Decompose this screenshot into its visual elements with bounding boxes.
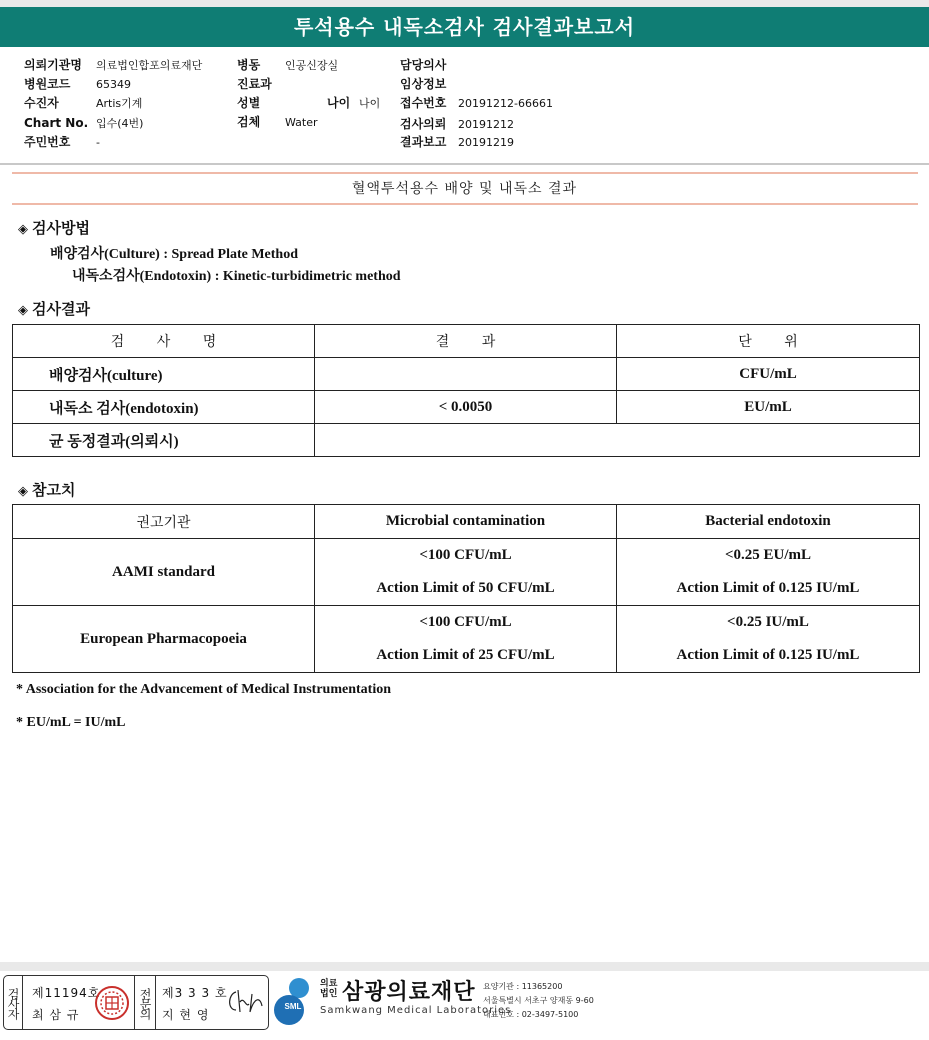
org-name-english: Samkwang Medical Laboratories: [320, 1005, 512, 1016]
methods-heading: [18, 217, 90, 238]
signature-box: [3, 975, 269, 1030]
reference-heading: [18, 479, 75, 500]
signature-icon: [224, 986, 264, 1022]
info-value: -: [96, 136, 100, 149]
age-label: 나이: [327, 96, 351, 110]
header-unit: 단 위: [617, 325, 920, 358]
institution-code: 요양기관 : 11365200: [483, 982, 563, 991]
table-row: [13, 606, 920, 673]
header-microbial: Microbial contamination: [315, 505, 617, 539]
header-test-name: 검 사 명: [13, 325, 315, 358]
results-heading: [18, 298, 90, 319]
diamond-bullet-icon: ◈: [18, 484, 28, 499]
org-name-korean: 삼광의료재단: [342, 980, 476, 1005]
info-value: 의료법인합포의료재단: [96, 59, 203, 72]
result-cell: [315, 358, 617, 391]
test-name-cell: 내독소 검사(endotoxin): [13, 391, 315, 424]
header-endotoxin: Bacterial endotoxin: [617, 505, 920, 539]
seal-stamp-icon: [94, 985, 130, 1025]
divider: [12, 172, 918, 174]
divider: [22, 976, 23, 1029]
info-value: 인공신장실: [285, 59, 339, 72]
info-value: Water: [285, 116, 318, 129]
diamond-bullet-icon: ◈: [18, 303, 28, 318]
info-value: 65349: [96, 78, 131, 91]
result-cell: < 0.0050: [315, 391, 617, 424]
divider: [0, 163, 929, 165]
info-label: 결과보고: [400, 135, 447, 149]
action-limit-text: Action Limit of 25 CFU/mL: [376, 647, 555, 663]
info-label: 의뢰기관명: [24, 58, 82, 72]
info-label: Chart No.: [24, 116, 89, 130]
footnote-units: * EU/mL = IU/mL: [16, 715, 126, 730]
agency-cell: AAMI standard: [13, 539, 315, 606]
endotoxin-cell: [617, 539, 920, 606]
logo-legal-label: 의료 법인: [320, 979, 338, 999]
action-limit-text: Action Limit of 0.125 IU/mL: [676, 580, 860, 596]
top-strip: [0, 0, 929, 7]
footnote-aami: * Association for the Advancement of Medical Instrumentation: [16, 682, 391, 697]
unit-cell: EU/mL: [617, 391, 920, 424]
info-label: 임상정보: [400, 77, 447, 91]
logo-badge: SML: [284, 1002, 302, 1011]
info-value: 20191219: [458, 136, 514, 149]
info-value: 20191212-66661: [458, 97, 553, 110]
section-subtitle: 혈액투석용수 배양 및 내독소 결과: [351, 181, 578, 197]
table-row: [13, 391, 920, 424]
results-table: [12, 324, 920, 457]
divider: [155, 976, 156, 1029]
specialist-label: 전문의: [138, 987, 152, 1018]
tester-license: 제11194호: [32, 986, 101, 1000]
limit-text: <100 CFU/mL: [419, 547, 512, 563]
identification-cell: 균 동정결과(의뢰시): [13, 424, 315, 457]
method-endotoxin: 내독소검사(Endotoxin) : Kinetic-turbidimetric method: [72, 269, 401, 284]
method-culture: 배양검사(Culture) : Spread Plate Method: [50, 247, 299, 262]
table-row: [13, 539, 920, 606]
diamond-bullet-icon: ◈: [18, 222, 28, 237]
address: 서울특별시 서초구 양재동 9-60: [483, 996, 594, 1005]
action-limit-text: Action Limit of 50 CFU/mL: [376, 580, 555, 596]
action-limit-text: Action Limit of 0.125 IU/mL: [676, 647, 860, 663]
info-label: 병원코드: [24, 77, 71, 91]
info-label: 성별: [237, 96, 261, 110]
table-header-row: [13, 505, 920, 539]
info-label: 수진자: [24, 96, 59, 110]
info-label: 진료과: [237, 77, 272, 91]
info-label: 접수번호: [400, 96, 447, 110]
table-row: [13, 358, 920, 391]
tester-name: 최 삼 규: [32, 1008, 80, 1022]
unit-cell: CFU/mL: [617, 358, 920, 391]
specialist-license: 제3 3 3 호: [162, 986, 228, 1000]
tester-label: 검사자: [6, 987, 20, 1018]
info-label: 병동: [237, 58, 261, 72]
microbial-cell: [315, 606, 617, 673]
agency-cell: European Pharmacopoeia: [13, 606, 315, 673]
info-label: 주민번호: [24, 135, 71, 149]
footer-strip: [0, 962, 929, 971]
microbial-cell: [315, 539, 617, 606]
endotoxin-cell: [617, 606, 920, 673]
specialist-name: 지 현 영: [162, 1008, 210, 1022]
results-heading-text: 검사결과: [32, 300, 90, 318]
limit-text: <100 CFU/mL: [419, 614, 512, 630]
test-name-cell: 배양검사(culture): [13, 358, 315, 391]
methods-heading-text: 검사방법: [32, 219, 90, 237]
info-value: Artis기계: [96, 97, 143, 110]
report-title: 투석용수 내독소검사 검사결과보고서: [0, 7, 929, 47]
reference-heading-text: 참고치: [32, 481, 76, 499]
limit-text: <0.25 EU/mL: [724, 547, 812, 563]
header-result: 결 과: [315, 325, 617, 358]
phone-number: 대표번호 : 02-3497-5100: [483, 1010, 579, 1019]
table-row: [13, 424, 920, 457]
limit-text: <0.25 IU/mL: [727, 614, 809, 630]
info-label: 검체: [237, 115, 261, 129]
info-label: 담당의사: [400, 58, 447, 72]
age-value: 나이: [359, 97, 381, 110]
identification-result-cell: [315, 424, 920, 457]
info-value: 20191212: [458, 118, 514, 131]
divider: [12, 203, 918, 205]
table-header-row: [13, 325, 920, 358]
reference-table: [12, 504, 920, 673]
header-agency: 권고기관: [13, 505, 315, 539]
info-value: 입수(4번): [96, 117, 144, 130]
info-label: 검사의뢰: [400, 117, 447, 131]
